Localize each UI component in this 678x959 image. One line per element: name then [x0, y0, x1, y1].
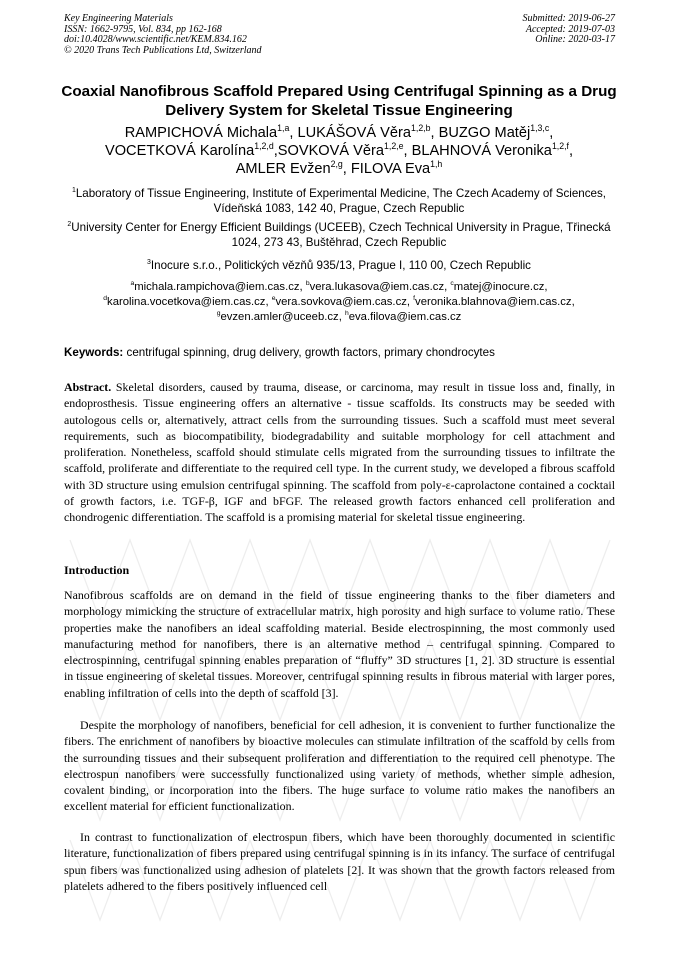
doi: doi:10.4028/www.scientific.net/KEM.834.162 [64, 34, 247, 46]
paragraph: In contrast to functionalization of electrospun fibers, which have been thoroughly documented in scientific literature, functionalization of fibers prepared using centrifugal spinning is in its infancy. The surface of centrifugal spun fibers was functionalized using adhesion of platelets [2]. It was shown that the growth factors released from platelets adhered to the fibers positively influenced cell [64, 830, 615, 893]
author-emails: $^a$michala.rampichova@iem.cas.cz, $^b$vera.lukasova@iem.cas.cz, $^c$matej@inocure.cz, $^d$karolina.vocetkova@iem.cas.cz, $^e$vera.sovkova@iem.cas.cz, $^f$veronika.blahnova@iem.cas.cz, $^g$evzen.amler@uceeb.cz, $^h$eva.filova@iem.cas.cz [103, 280, 575, 324]
keywords [64, 345, 624, 360]
email: $^a$michala.rampichova@iem.cas.cz [130, 280, 300, 293]
paragraph: Nanofibrous scaffolds are on demand in the field of tissue engineering thanks to the fiber diameters and morphology mimicking the structure of extracellular matrix, high porosity and high surface to volume ratio. These properties make the nanofibers an ideal scaffolding material. Beside electrospinning, the most commonly used manufacturing method for nanofibers, there is an alternative method – centrifugal spinning. Compared to electrospinning, centrifugal spinning enables preparation of “fluffy” 3D structures [1, 2]. 3D structure is essential in tissue engineering of skeletal tissues. Moreover, centrifugal spinning results in fibrous material with larger pores, enabling infiltration of cells into the depth of scaffold [3]. [64, 588, 615, 700]
affiliation: $^3$Inocure s.r.o., Politických vězňů 935/13, Prague I, 110 00, Czech Republic [147, 259, 531, 272]
paragraph: Despite the morphology of nanofibers, beneficial for cell adhesion, it is convenient to further functionalize the fibers. The enrichment of nanofibers by bioactive molecules can stimulate infiltration of the scaffold by cells from the surrounding tissues and their subsequent proliferation and differentiation to the required cell phenotype. The electrospun nanofibers were successfully functionalized using variety of methods, whether simple adhesion, covalent binding, or incorporation into the fibers. The huge surface to volume ratio makes the nanofibers an excellent material for efficient functionalization. [64, 718, 615, 814]
author: SOVKOVÁ Věra$^{1,2,e}$ [277, 141, 404, 160]
author: VOCETKOVÁ Karolína$^{1,2,d}$ [104, 141, 274, 160]
email: $^h$eva.filova@iem.cas.cz [344, 310, 462, 324]
publication-dates [523, 14, 616, 46]
keywords-label: Keywords: [64, 346, 124, 359]
accepted-date: Accepted: 2019-07-03 [525, 23, 615, 35]
issn-volume-pages: ISSN: 1662-9795, Vol. 834, pp 162-168 [64, 23, 222, 35]
copyright: © 2020 Trans Tech Publications Ltd, Switzerland [64, 44, 262, 56]
email: $^f$veronika.blahnova@iem.cas.cz [413, 295, 572, 309]
section-heading: Introduction [64, 563, 130, 577]
affiliation: $^2$University Center for Energy Efficient Buildings (UCEEB), Czech Technical University in Prague, Třinecká 1024, 273 43, Buštěhrad, Czech Republic [67, 221, 611, 250]
author: RAMPICHOVÁ Michala$^{1,a}$ [124, 123, 290, 141]
email: $^e$vera.sovkova@iem.cas.cz [271, 295, 407, 309]
paper-title: Coaxial Nanofibrous Scaffold Prepared Using Centrifugal Spinning as a Drug Delivery System for Skeletal Tissue Engineering [61, 83, 617, 119]
journal-info [64, 14, 262, 56]
email: $^d$karolina.vocetkova@iem.cas.cz [103, 295, 266, 309]
abstract-label: Abstract. [64, 380, 112, 394]
email: $^g$evzen.amler@uceeb.cz [216, 310, 339, 324]
author-list: RAMPICHOVÁ Michala$^{1,a}$, LUKÁŠOVÁ Věra$^{1,2,b}$, BUZGO Matěj$^{1,3,c}$, VOCETKOVÁ Karolína$^{1,2,d}$,SOVKOVÁ Věra$^{1,2,e}$, BLAHNOVÁ Veronika$^{1,2,f}$, AMLER Evžen$^{2,g}$, FILOVA Eva$^{1,h}$ [104, 123, 574, 178]
abstract-text: Skeletal disorders, caused by trauma, disease, or carcinoma, may result in tissue loss and, finally, in endoprosthesis. Tissue engineering offers an alternative - tissue scaffolds. Its constructs may be seeded with autologous cells or, alternatively, attract cells from the surrounding tissues. Such a scaffold must meet several requirements, such as biocompatibility, biodegradability and suitable morphology for cell attachment and proliferation. Nonetheless, scaffold should stimulate cells migrated from the surrounding tissues to infiltrate the scaffold, proliferate and differentiate to the required cell type. In the current study, we developed a fibrous scaffold with 3D structure using emulsion centrifugal spinning. The scaffold from poly-ε-caprolactone contained a cocktail of growth factors, i.e. TGF-β, IGF and bFGF. The released growth factors enhanced cell proliferation and chondrogenic differentiation. The scaffold is a promising material for skeletal tissue engineering. [64, 380, 615, 525]
abstract [64, 379, 615, 526]
author: BLAHNOVÁ Veronika$^{1,2,f}$ [411, 141, 569, 160]
journal-name: Key Engineering Materials [64, 13, 173, 24]
submitted-date: Submitted: 2019-06-27 [522, 13, 615, 24]
email: $^c$matej@inocure.cz [450, 280, 545, 293]
author: FILOVA Eva$^{1,h}$ [350, 159, 443, 178]
affiliation: $^1$Laboratory of Tissue Engineering, Institute of Experimental Medicine, The Czech Academy of Sciences, Vídeňská 1083, 142 40, Prague, Czech Republic [71, 187, 607, 216]
email: $^b$vera.lukasova@iem.cas.cz [305, 280, 445, 293]
author: BUZGO Matěj$^{1,3,c}$ [438, 123, 550, 141]
author: LUKÁŠOVÁ Věra$^{1,2,b}$ [297, 123, 431, 141]
keywords-text: centrifugal spinning, drug delivery, growth factors, primary chondrocytes [126, 346, 495, 359]
author: AMLER Evžen$^{2,g}$ [235, 159, 343, 178]
online-date: Online: 2020-03-17 [535, 34, 615, 46]
